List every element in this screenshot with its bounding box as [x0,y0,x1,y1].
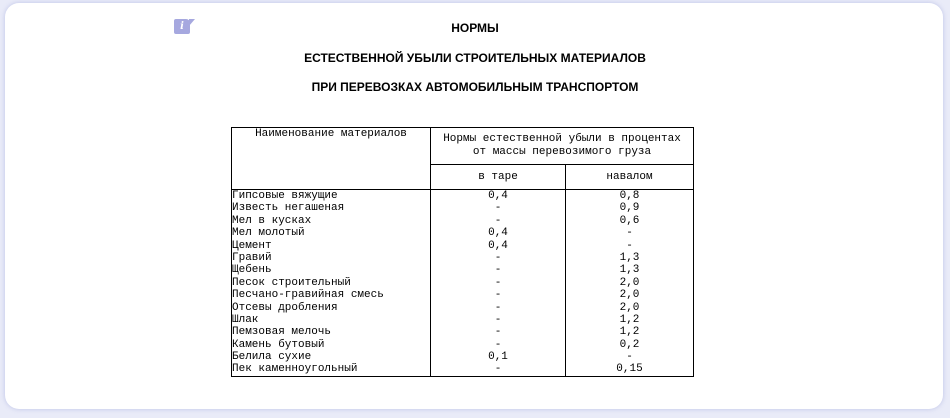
value-in-container: - [494,313,502,326]
material-name: Гравий [232,251,272,264]
value-bulk: 1,2 [619,313,640,326]
value-bulk: - [626,351,633,364]
document-title: НОРМЫ [451,21,499,35]
value-bulk: - [626,239,633,252]
in-container-values-column [431,190,566,377]
material-name: Щебень [232,264,272,277]
material-name: Шлак [232,313,259,326]
value-bulk: 1,2 [619,326,640,339]
value-bulk: 0,2 [619,338,640,351]
document-subtitle-line2: ПРИ ПЕРЕВОЗКАХ АВТОМОБИЛЬНЫМ ТРАНСПОРТОМ [311,80,639,94]
info-icon[interactable]: i [174,19,190,34]
value-in-container: - [494,338,502,351]
bulk-values-column [566,190,694,377]
value-in-container: - [494,202,502,215]
material-name: Пек каменноугольный [232,363,358,376]
value-bulk: 1,3 [619,251,640,264]
value-in-container: 0,4 [488,190,508,202]
value-in-container: 0,4 [488,239,508,252]
value-bulk: 2,0 [619,289,640,302]
material-name: Песок строительный [232,276,351,289]
value-in-container: - [494,289,502,302]
table-body-row [232,190,694,377]
material-name: Мел в кусках [232,214,312,227]
value-bulk: 0,6 [619,214,640,227]
material-name: Камень бутовый [232,338,325,351]
value-in-container: 0,1 [488,351,508,364]
value-bulk: 0,8 [619,190,640,202]
value-in-container: - [494,301,502,314]
material-name: Пемзовая мелочь [232,326,332,339]
material-name: Отсевы дробления [232,301,338,314]
value-in-container: - [494,264,502,277]
material-name: Мел молотый [232,227,305,240]
material-name: Песчано-гравийная смесь [232,289,384,302]
value-in-container: - [494,276,502,289]
value-bulk: 2,0 [619,301,640,314]
material-names-column [232,190,431,377]
header-material-name-label: Наименование материалов [255,128,407,140]
value-bulk: 1,3 [619,264,640,277]
value-bulk: - [626,227,633,240]
value-bulk: 2,0 [619,276,640,289]
material-name: Цемент [232,239,272,252]
value-bulk: 0,9 [619,202,640,215]
header-norms [431,128,694,165]
value-in-container: - [494,251,502,264]
value-in-container: - [494,363,502,376]
document-subtitle-line1: ЕСТЕСТВЕННОЙ УБЫЛИ СТРОИТЕЛЬНЫХ МАТЕРИАЛОВ [304,51,646,65]
value-bulk: 0,15 [616,363,643,376]
header-norms-line2: от массы перевозимого груза [472,146,652,158]
value-in-container: - [494,326,502,339]
value-in-container: - [494,214,502,227]
material-name: Известь негашеная [232,202,345,215]
header-material-name [232,128,431,190]
header-bulk: навалом [566,165,694,190]
norms-table [231,127,694,377]
header-norms-line1: Нормы естественной убыли в процентах [443,133,681,145]
material-name: Гипсовые вяжущие [232,190,338,202]
value-in-container: 0,4 [488,227,508,240]
header-in-container: в таре [431,165,566,190]
material-name: Белила сухие [232,351,312,364]
